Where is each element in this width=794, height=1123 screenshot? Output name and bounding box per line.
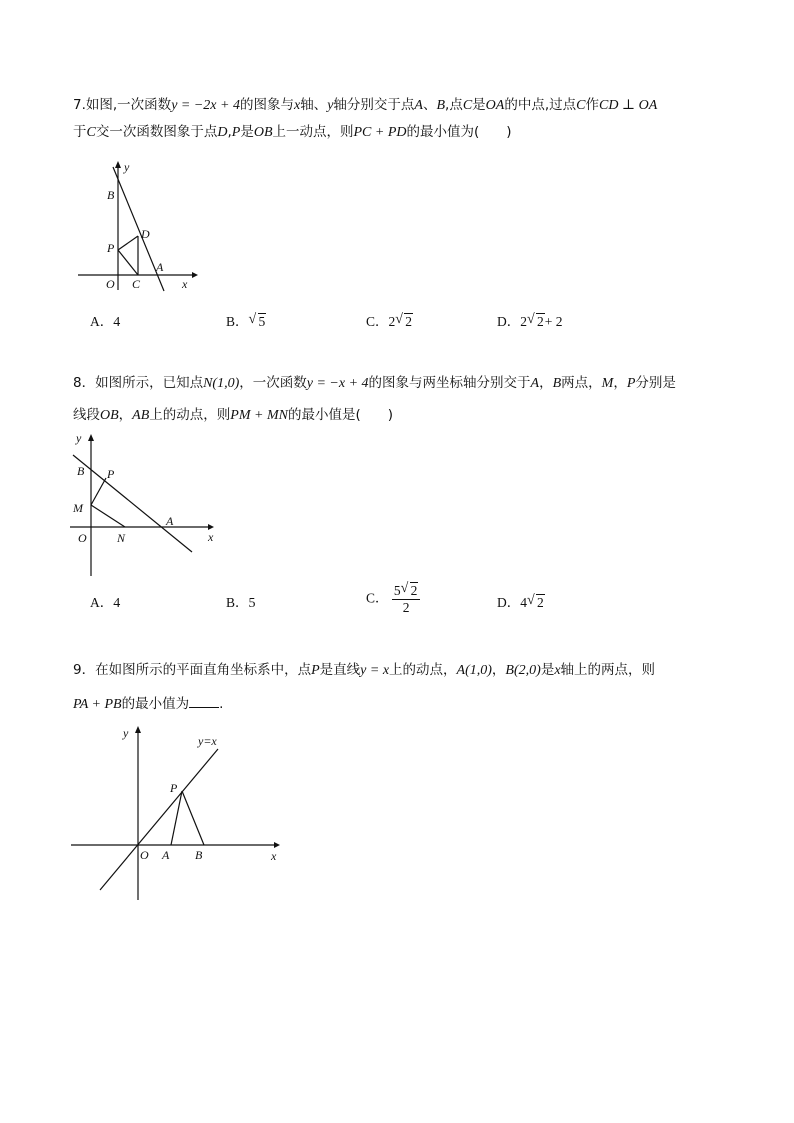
q8-line2: 线段OB，AB上的动点，则PM + MN的最小值是( ) bbox=[73, 407, 393, 423]
q9-label-p: P bbox=[170, 781, 178, 795]
q9-label-o: O bbox=[140, 848, 149, 862]
q8-label-o: O bbox=[78, 531, 87, 545]
q9-label-y: y bbox=[123, 726, 129, 740]
q9-number: 9 bbox=[73, 662, 82, 678]
q8-option-d[interactable]: D．4 √ 2 bbox=[497, 593, 544, 610]
q7-expression: PC + PD bbox=[353, 125, 407, 140]
q8-label-n: N bbox=[117, 531, 126, 545]
q8-option-a[interactable]: A．4 bbox=[90, 595, 121, 611]
q7-label-b: B bbox=[107, 188, 115, 202]
q8-line1: 8．如图所示，已知点N(1,0)，一次函数y = −x + 4的图象与两坐标轴分别交于A，B两点，M，P分别是 bbox=[73, 375, 676, 391]
q8-label-x: x bbox=[208, 530, 214, 544]
q9-label-a: A bbox=[162, 848, 170, 862]
q9-line-y-equals-x bbox=[100, 749, 218, 890]
q7-label-c: C bbox=[132, 277, 141, 291]
q7-number: 7 bbox=[73, 97, 82, 113]
q8-label-b: B bbox=[77, 464, 85, 478]
q7-line2: 于C交一次函数图象于点D,P是OB上一动点，则PC + PD的最小值为( ) bbox=[73, 124, 512, 140]
q8-figure bbox=[68, 428, 223, 578]
q8-function: y = −x + 4 bbox=[306, 376, 369, 391]
q7-label-y: y bbox=[124, 160, 130, 174]
q8-option-c[interactable]: C． 5 √ 2 2 bbox=[366, 584, 420, 615]
q7-function: y = −2x + 4 bbox=[171, 98, 240, 113]
q8-segment-mn bbox=[91, 505, 125, 527]
q7-y-arrow-icon bbox=[115, 161, 121, 168]
q7-label-p: P bbox=[107, 241, 115, 255]
q9-label-x: x bbox=[271, 849, 277, 863]
sqrt-icon: √ 2 bbox=[527, 312, 544, 329]
q8-label-m: M bbox=[73, 501, 83, 515]
q9-line-equation: y = x bbox=[360, 663, 390, 678]
sqrt-icon: √ 2 bbox=[400, 581, 418, 598]
sqrt-icon: √ 2 bbox=[395, 312, 413, 329]
q7-option-b[interactable]: B． √ 5 bbox=[226, 312, 266, 329]
q9-label-yx: y=x bbox=[198, 734, 217, 748]
q8-label-p: P bbox=[107, 467, 115, 481]
q8-segment-mp bbox=[91, 478, 106, 505]
q8-y-arrow-icon bbox=[88, 434, 94, 441]
q9-answer-blank[interactable] bbox=[189, 694, 219, 708]
q7-option-c[interactable]: C．2 √ 2 bbox=[366, 312, 413, 329]
q7-label-a: A bbox=[156, 260, 164, 274]
q9-x-arrow-icon bbox=[274, 842, 280, 848]
q9-line2: PA + PB的最小值为 . bbox=[73, 696, 224, 712]
q7-label-o: O bbox=[106, 277, 115, 291]
q7-label-d: D bbox=[141, 227, 150, 241]
q7-segment-pd bbox=[118, 236, 138, 250]
q9-segment-pb bbox=[182, 791, 204, 845]
q8-number: 8 bbox=[73, 375, 82, 391]
q9-figure bbox=[66, 720, 288, 905]
q7-option-d[interactable]: D．2 √ 2+ 2 bbox=[497, 312, 563, 329]
q8-option-c-fraction: 5 √ 2 2 bbox=[392, 584, 421, 615]
q8-label-y: y bbox=[76, 431, 82, 445]
q9-label-b: B bbox=[195, 848, 203, 862]
q8-label-a: A bbox=[166, 514, 174, 528]
sqrt-icon: √ 2 bbox=[527, 593, 544, 610]
sqrt-icon: √ 5 bbox=[248, 312, 266, 329]
q9-expression: PA + PB bbox=[73, 697, 122, 712]
q7-label-x: x bbox=[182, 277, 188, 291]
q7-option-a[interactable]: A．4 bbox=[90, 314, 121, 330]
q7-line1: 7.如图,一次函数y = −2x + 4的图象与x轴、y轴分别交于点A、B,点C是OA的中点,过点C作CD ⊥ OA bbox=[73, 97, 658, 113]
q8-expression: PM + MN bbox=[230, 408, 288, 423]
q9-line1: 9．在如图所示的平面直角坐标系中，点P是直线y = x上的动点，A(1,0)，B(2,0)是x轴上的两点，则 bbox=[73, 662, 656, 678]
q9-y-arrow-icon bbox=[135, 726, 141, 733]
q7-x-arrow-icon bbox=[192, 272, 198, 278]
q7-figure bbox=[70, 155, 210, 295]
q8-option-b[interactable]: B．5 bbox=[226, 595, 256, 611]
q7-segment-pc bbox=[118, 250, 138, 275]
